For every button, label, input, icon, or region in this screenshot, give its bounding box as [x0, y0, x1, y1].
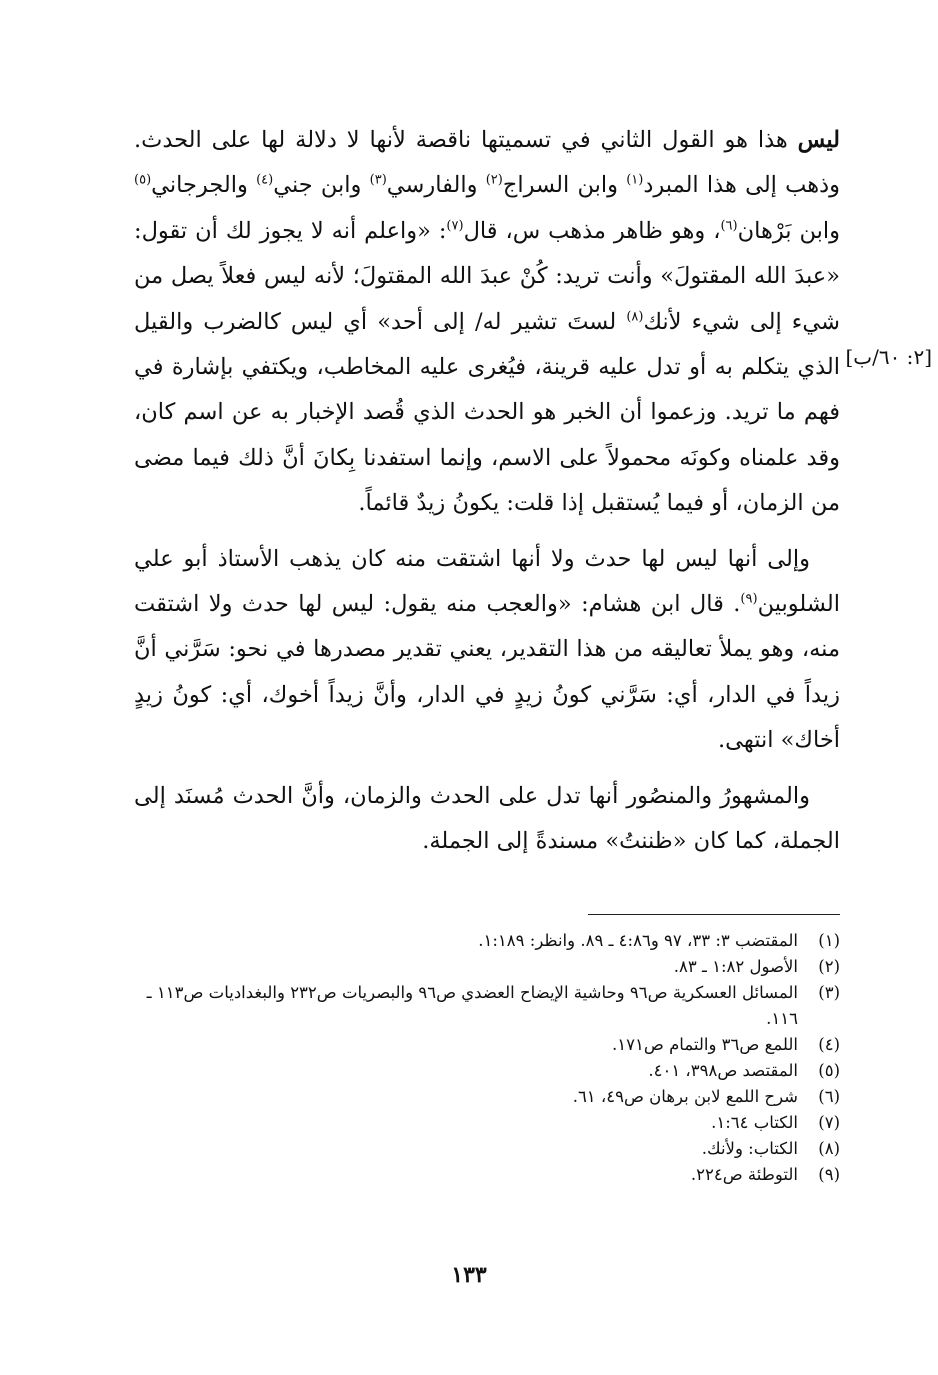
text-run: . قال ابن هشام: «والعجب منه يقول: ليس لها حدث ولا اشتقت منه، وهو يملأ تعاليقه من هذا التقدير، يعني تقدير مصدرها في نحو: سَرَّني أنَّ زيداً في الدار، أي: سَرَّني كونُ زيدٍ في الدار، وأنَّ زيداً أخوك، أي: كونُ زيدٍ أخاك» انتهى. — [134, 591, 840, 754]
footnote-text: الكتاب ١:٦٤. — [711, 1113, 798, 1132]
manuscript-folio-note: [٢: ٦٠/ب] — [845, 345, 932, 369]
footnote-number: (٦) — [818, 1087, 840, 1106]
text-run: والمشهورُ والمنصُور أنها تدل على الحدث والزمان، وأنَّ الحدث مُسنَد إلى الجملة، كما كان «ظننتُ» مسندةً إلى الجملة. — [134, 782, 840, 855]
footnote-reference: (٣) — [369, 172, 387, 188]
footnote-reference: (٩) — [740, 591, 758, 607]
footnote-number: (١) — [818, 931, 840, 950]
footnote-reference: (٥) — [134, 172, 152, 188]
paragraph — [134, 118, 840, 527]
footnotes — [134, 928, 840, 1188]
footnote — [134, 980, 840, 1032]
footnote-reference: (٦) — [720, 218, 738, 234]
footnote — [134, 1136, 840, 1162]
footnote — [134, 1110, 840, 1136]
footnote-text: اللمع ص٣٦ والتمام ص١٧١. — [612, 1035, 798, 1054]
paragraph-gap — [134, 764, 840, 774]
footnote-reference: (٤) — [256, 172, 274, 188]
text-run: والفارسي — [386, 172, 486, 199]
footnote — [134, 1058, 840, 1084]
text-run: وإلى أنها ليس لها حدث ولا أنها اشتقت منه كان يذهب الأستاذ أبو علي الشلوبين — [134, 545, 840, 618]
footnote-text: الأصول ١:٨٢ ـ ٨٣. — [673, 957, 798, 976]
footnote-text: المقتضب ٣: ٣٣، ٩٧ و٤:٨٦ ـ ٨٩. وانظر: ١:١٨٩. — [478, 931, 798, 950]
footnote-text: شرح اللمع لابن برهان ص٤٩، ٦١. — [572, 1087, 798, 1106]
text-run: والجرجاني — [151, 172, 257, 199]
main-text — [134, 118, 840, 865]
text-run: هذا هو القول الثاني في تسميتها ناقصة لأنها لا دلالة لها على الحدث. وذهب إلى هذا المبرد — [134, 127, 841, 199]
page-number: ١٣٣ — [451, 1262, 487, 1288]
footnote — [134, 1084, 840, 1110]
footnote-reference: (٢) — [485, 172, 503, 188]
footnote — [134, 928, 840, 954]
footnote-number: (٨) — [818, 1139, 840, 1158]
footnote-reference: (٨) — [626, 309, 644, 325]
paragraph — [134, 537, 840, 764]
text-run: : «واعلم أنه لا يجوز لك أن تقول: «عبدَ الله المقتولَ» وأنت تريد: كُنْ عبدَ الله المقتولَ؛ لأنه ليس فعلاً يصل من شيء إلى شيء لأنك — [134, 217, 840, 335]
paragraph — [134, 774, 840, 865]
text-run: وابن جني — [273, 172, 370, 199]
footnote-text: المقتصد ص٣٩٨، ٤٠١. — [648, 1061, 798, 1080]
footnote-separator — [588, 914, 840, 915]
text-run: ، وهو ظاهر مذهب س، قال — [463, 217, 721, 244]
footnote-number: (٩) — [818, 1165, 840, 1184]
footnote-number: (٧) — [818, 1113, 840, 1132]
footnote-number: (٥) — [818, 1061, 840, 1080]
footnote-reference: (٧) — [446, 218, 464, 234]
footnote-text: التوطئة ص٢٢٤. — [690, 1165, 798, 1184]
footnote-number: (٣) — [818, 983, 840, 1002]
footnote-number: (٢) — [818, 957, 840, 976]
footnote — [134, 1162, 840, 1188]
footnote-text: المسائل العسكرية ص٩٦ وحاشية الإيضاح العضدي ص٩٦ والبصريات ص٢٣٢ والبغداديات ص١١٣ ـ ١١٦. — [146, 983, 798, 1028]
lead-word: ليس — [797, 127, 840, 153]
footnote — [134, 1032, 840, 1058]
text-run: وابن بَرْهان — [737, 217, 840, 244]
text-run: لستَ تشير له/ إلى أحد» أي ليس كالضرب والقيل الذي يتكلم به أو تدل عليه قرينة، فيُغرى عليه المخاطب، ويكتفي بإشارة في فهم ما تريد. وزعموا أن الخبر هو الحدث الذي قُصد الإخبار به عن اسم كان، وقد علمناه وكونَه محمولاً على الاسم، وإنما استفدنا بِكانَ أنَّ ذلك فيما مضى من الزمان، أو فيما يُستقبل إذا قلت: يكونُ زيدٌ قائماً. — [134, 308, 840, 517]
footnote — [134, 954, 840, 980]
footnote-number: (٤) — [818, 1035, 840, 1054]
footnote-text: الكتاب: ولأنك. — [701, 1139, 798, 1158]
paragraph-gap — [134, 527, 840, 537]
footnote-reference: (١) — [626, 172, 644, 188]
text-run: وابن السراج — [502, 172, 627, 199]
